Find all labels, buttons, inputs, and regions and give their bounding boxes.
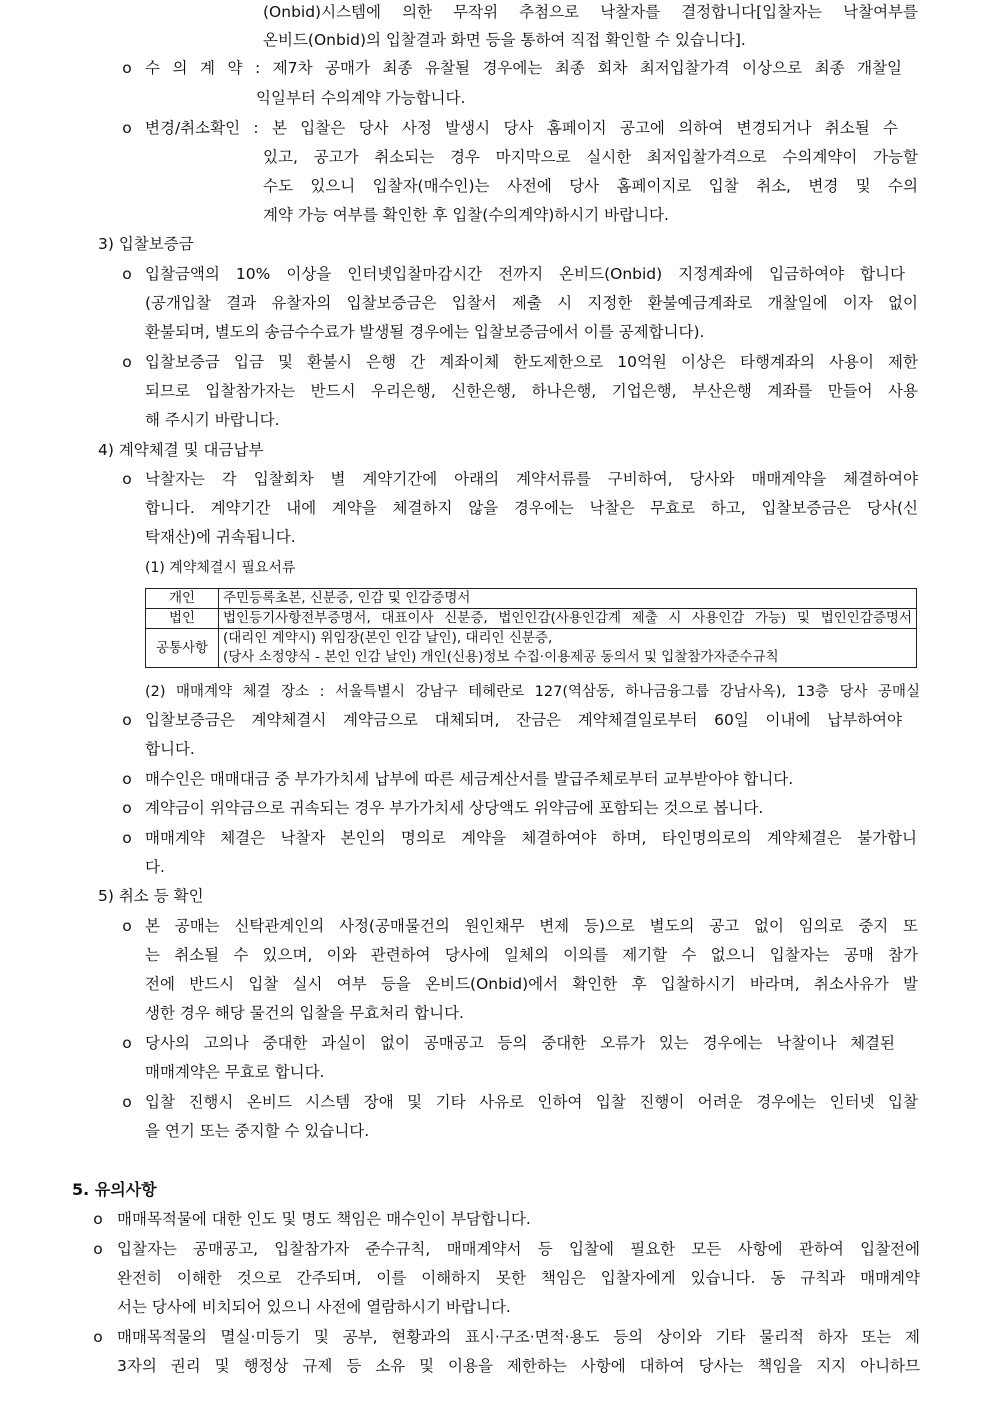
bullet-symbol: o	[93, 1328, 103, 1346]
text-line: 매수인은 매매대금 중 부가가치세 납부에 따른 세금계산서를 발급주체로부터 교부받아야 합니다.	[145, 770, 794, 788]
text-line: 서는 당사에 비치되어 있으니 사전에 열람하시기 바랍니다.	[117, 1298, 511, 1316]
section-heading: 4) 계약체결 및 대금납부	[98, 441, 264, 459]
text-line: 합니다.	[145, 740, 195, 758]
text-line: 완전히 이해한 것으로 간주되며, 이를 이해하지 못한 책임은 입찰자에게 있습니다. 동 규칙과 매매계약	[117, 1269, 920, 1287]
text-line: 낙찰자는 각 입찰회차 별 계약기간에 아래의 계약서류를 구비하여, 당사와 매매계약을 체결하여야	[145, 470, 918, 488]
text-line: (공개입찰 결과 유찰자의 입찰보증금은 입찰서 제출 시 지정한 환불예금계좌로 개찰일에 이자 없이	[145, 294, 918, 312]
text-line: 입찰보증금은 계약체결시 계약금으로 대체되며, 잔금은 계약체결일로부터 60일 이내에 납부하여야	[145, 711, 902, 729]
text-line: 합니다. 계약기간 내에 계약을 체결하지 않을 경우에는 낙찰은 무효로 하고, 입찰보증금은 당사(신	[145, 499, 918, 517]
table-cell-line: (대리인 계약시) 위임장(본인 인감 날인), 대리인 신분증,	[223, 630, 553, 646]
bullet-symbol: o	[122, 119, 132, 137]
text-line: 전에 반드시 입찰 실시 여부 등을 온비드(Onbid)에서 확인한 후 입찰하시기 바라며, 취소사유가 발	[145, 975, 918, 993]
bullet-symbol: o	[122, 1034, 132, 1052]
table-cell-label: 공통사항	[146, 629, 219, 668]
text-line: 입찰 진행시 온비드 시스템 장애 및 기타 사유로 인하여 입찰 진행이 어려운 경우에는 인터넷 입찰	[145, 1093, 918, 1111]
table-cell-label: 법인	[146, 609, 219, 629]
text-line: (Onbid)시스템에 의한 무작위 추첨으로 낙찰자를 결정합니다[입찰자는 낙찰여부를	[263, 3, 918, 21]
table-cell-content	[219, 629, 917, 668]
bullet-symbol: o	[122, 917, 132, 935]
text-line: 당사의 고의나 중대한 과실이 없이 공매공고 등의 중대한 오류가 있는 경우에는 낙찰이나 체결된	[145, 1034, 895, 1052]
bullet-symbol: o	[122, 711, 132, 729]
bullet-symbol: o	[122, 829, 132, 847]
text-line: 수도 있으니 입찰자(매수인)는 사전에 당사 홈페이지로 입찰 취소, 변경 및 수의	[263, 177, 918, 195]
text-line: 온비드(Onbid)의 입찰결과 화면 등을 통하여 직접 확인할 수 있습니다].	[263, 31, 746, 49]
text-line: 입찰자는 공매공고, 입찰참가자 준수규칙, 매매계약서 등 입찰에 필요한 모든 사항에 관하여 입찰전에	[117, 1240, 920, 1258]
section-title: 5. 유의사항	[72, 1180, 157, 1199]
text-line: 되므로 입찰참가자는 반드시 우리은행, 신한은행, 하나은행, 기업은행, 부산은행 계좌를 만들어 사용	[145, 382, 918, 400]
required-documents-table	[145, 588, 917, 668]
text-line: 매매계약은 무효로 합니다.	[145, 1063, 325, 1081]
sub-heading: (1) 계약체결시 필요서류	[145, 560, 296, 576]
bullet-symbol: o	[122, 59, 132, 77]
text-line: 을 연기 또는 중지할 수 있습니다.	[145, 1122, 370, 1140]
bullet-symbol: o	[122, 353, 132, 371]
table-row	[146, 629, 917, 668]
section-heading: 3) 입찰보증금	[98, 235, 194, 253]
text-line: 3자의 권리 및 행정상 규제 등 소유 및 이용을 제한하는 사항에 대하여 당사는 책임을 지지 아니하므	[117, 1357, 920, 1375]
text-line: 생한 경우 해당 물건의 입찰을 무효처리 합니다.	[145, 1004, 464, 1022]
text-line: 수 의 계 약 : 제7차 공매가 최종 유찰될 경우에는 최종 회차 최저입찰가격 이상으로 최종 개찰일	[145, 59, 902, 77]
text-line: 는 취소될 수 있으며, 이와 관련하여 당사에 일체의 이의를 제기할 수 없으니 입찰자는 공매 참가	[145, 946, 918, 964]
bullet-symbol: o	[122, 265, 132, 283]
text-line: 입찰금액의 10% 이상을 인터넷입찰마감시간 전까지 온비드(Onbid) 지정계좌에 입금하여야 합니다	[145, 265, 905, 283]
table-row	[146, 589, 917, 609]
bullet-symbol: o	[122, 770, 132, 788]
text-line: 환불되며, 별도의 송금수수료가 발생될 경우에는 입찰보증금에서 이를 공제합니다).	[145, 323, 705, 341]
table-cell-content: 법인등기사항전부증명서, 대표이사 신분증, 법인인감(사용인감계 제출 시 사용인감 가능) 및 법인인감증명서	[219, 609, 917, 629]
text-line: 입찰보증금 입금 및 환불시 은행 간 계좌이체 한도제한으로 10억원 이상은 타행계좌의 사용이 제한	[145, 353, 918, 371]
bullet-symbol: o	[122, 1093, 132, 1111]
text-line: 다.	[145, 858, 165, 876]
text-line: 변경/취소확인 : 본 입찰은 당사 사정 발생시 당사 홈페이지 공고에 의하여 변경되거나 취소될 수	[145, 119, 898, 137]
text-line: 해 주시기 바랍니다.	[145, 411, 280, 429]
section-heading: 5) 취소 등 확인	[98, 887, 204, 905]
bullet-symbol: o	[93, 1240, 103, 1258]
text-line: 익일부터 수의계약 가능합니다.	[256, 89, 466, 107]
text-line: 탁재산)에 귀속됩니다.	[145, 528, 296, 546]
bullet-symbol: o	[93, 1210, 103, 1228]
table-cell-label: 개인	[146, 589, 219, 609]
bullet-symbol: o	[122, 799, 132, 817]
text-line: 매매계약 체결은 낙찰자 본인의 명의로 계약을 체결하여야 하며, 타인명의로의 계약체결은 불가합니	[145, 829, 917, 847]
text-line: (2) 매매계약 체결 장소 : 서울특별시 강남구 테헤란로 127(역삼동, 하나금융그룹 강남사옥), 13층 당사 공매실	[145, 684, 920, 700]
bullet-symbol: o	[122, 470, 132, 488]
table-cell-content: 주민등록초본, 신분증, 인감 및 인감증명서	[219, 589, 917, 609]
text-line: 있고, 공고가 취소되는 경우 마지막으로 실시한 최저입찰가격으로 수의계약이 가능할	[263, 148, 918, 166]
table-cell-line: (당사 소정양식 - 본인 인감 날인) 개인(신용)정보 수집·이용제공 동의서 및 입찰참가자준수규칙	[223, 649, 779, 665]
text-line: 계약금이 위약금으로 귀속되는 경우 부가가치세 상당액도 위약금에 포함되는 것으로 봅니다.	[145, 799, 764, 817]
text-line: 본 공매는 신탁관계인의 사정(공매물건의 원인채무 변제 등)으로 별도의 공고 없이 임의로 중지 또	[145, 917, 918, 935]
table-row	[146, 609, 917, 629]
text-line: 계약 가능 여부를 확인한 후 입찰(수의계약)하시기 바랍니다.	[263, 206, 669, 224]
text-line: 매매목적물에 대한 인도 및 명도 책임은 매수인이 부담합니다.	[117, 1210, 531, 1228]
text-line: 매매목적물의 멸실·미등기 및 공부, 현황과의 표시·구조·면적·용도 등의 상이와 기타 물리적 하자 또는 제	[117, 1328, 920, 1346]
